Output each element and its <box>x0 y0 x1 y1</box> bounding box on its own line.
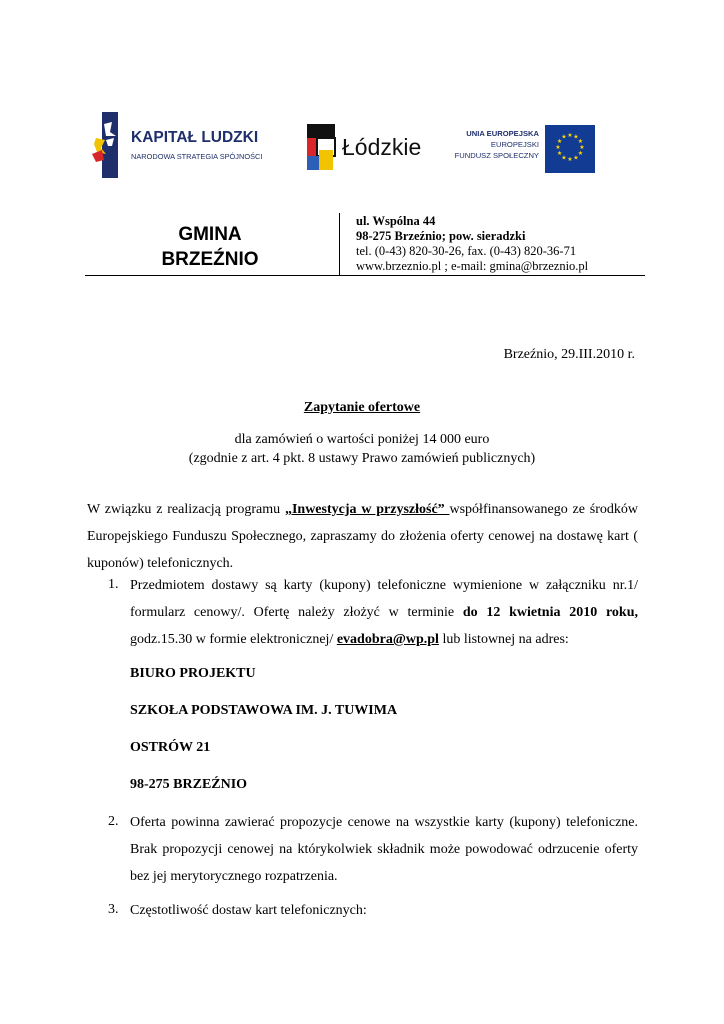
eu-line3: FUNDUSZ SPOŁECZNY <box>454 151 539 160</box>
svg-text:★: ★ <box>567 132 573 139</box>
address-line-4: 98-275 BRZEŹNIO <box>130 777 248 792</box>
address-street: ul. Wspólna 44 <box>356 214 436 228</box>
item1-deadline: do 12 kwietnia 2010 roku, <box>462 605 638 620</box>
svg-text:★: ★ <box>577 138 584 145</box>
item3-text: Częstotliwość dostaw kart telefonicznych: <box>130 903 367 918</box>
eu-line2: EUROPEJSKI <box>490 140 539 149</box>
lodzkie-emblem-icon <box>305 122 339 174</box>
address-line-1: BIURO PROJEKTU <box>130 666 256 681</box>
letter-date: Brzeźnio, 29.III.2010 r. <box>503 347 635 362</box>
gmina-line1: GMINA <box>178 224 242 245</box>
header-divider-horizontal <box>85 275 645 276</box>
svg-text:★: ★ <box>577 150 584 157</box>
item3-number: 3. <box>108 902 119 917</box>
intro-paragraph <box>87 496 638 577</box>
item2-number: 2. <box>108 814 119 829</box>
svg-text:★: ★ <box>567 156 573 163</box>
item1-text <box>130 572 638 653</box>
address-line-3: OSTRÓW 21 <box>130 740 211 755</box>
letter-subtitle-1: dla zamówień o wartości poniżej 14 000 euro <box>234 432 490 447</box>
header-divider-vertical <box>339 213 340 276</box>
address-line-2: SZKOŁA PODSTAWOWA IM. J. TUWIMA <box>130 703 398 718</box>
kapital-ludzki-emblem-icon <box>92 110 128 180</box>
gmina-line2: BRZEŹNIO <box>161 249 259 270</box>
item1-text-a: Przedmiotem dostawy są karty (kupony) telefoniczne wymienione w załączniku nr.1/ formularz cenowy/. Ofertę należy złożyć w terminie <box>130 578 638 620</box>
gmina-name <box>150 222 270 272</box>
svg-text:★: ★ <box>561 154 567 162</box>
svg-text:★: ★ <box>556 138 563 145</box>
svg-text:★: ★ <box>573 133 579 141</box>
address-web: www.brzeznio.pl ; e-mail: gmina@brzeznio.pl <box>356 259 589 273</box>
eu-line1: UNIA EUROPEJSKA <box>466 129 539 138</box>
header-address <box>356 214 588 274</box>
letter-subtitle-2: (zgodnie z art. 4 pkt. 8 ustawy Prawo zamówień publicznych) <box>188 451 536 466</box>
item1-email-link[interactable]: evadobra@wp.pl <box>336 632 439 647</box>
lodzkie-logo <box>305 122 425 174</box>
eu-efs-logo <box>455 123 595 175</box>
kapital-ludzki-logo <box>92 110 262 180</box>
lodzkie-text: Łódzkie <box>342 134 422 160</box>
eu-flag-icon <box>545 125 595 173</box>
address-city: 98-275 Brzeźnio; pow. sieradzki <box>356 229 526 243</box>
kapital-ludzki-title: KAPITAŁ LUDZKI <box>131 129 259 146</box>
item1-text-b: godz.15.30 w formie elektronicznej/ <box>130 632 337 647</box>
svg-text:★: ★ <box>555 144 561 151</box>
item1-text-c: lub listownej na adres: <box>438 632 569 647</box>
svg-text:★: ★ <box>573 154 579 162</box>
item1-number: 1. <box>108 577 119 592</box>
intro-text-a: W związku z realizacją programu <box>87 502 285 517</box>
program-name: „Inwestycja w przyszłość” <box>284 502 450 517</box>
letter-title: Zapytanie ofertowe <box>303 400 421 415</box>
intro-text-b: współfinansowanego ze środków Europejskiego Funduszu Społecznego, zapraszamy do złożenia oferty cenowej na dostawę kart ( kuponów) telefonicznych. <box>87 502 638 571</box>
eu-text <box>455 128 539 161</box>
item2-text: Oferta powinna zawierać propozycje cenowe na wszystkie karty (kupony) telefoniczne. Brak propozycji cenowej na którykolwiek składnik może powodować odrzucenie oferty bez jej merytorycznego rozpatrzenia. <box>130 815 638 884</box>
svg-text:★: ★ <box>579 144 585 151</box>
svg-text:★: ★ <box>561 133 567 141</box>
kapital-ludzki-subtitle: NARODOWA STRATEGIA SPÓJNOŚCI <box>131 152 263 161</box>
address-phones: tel. (0-43) 820-30-26, fax. (0-43) 820-36-71 <box>356 244 577 258</box>
svg-text:★: ★ <box>556 150 563 157</box>
